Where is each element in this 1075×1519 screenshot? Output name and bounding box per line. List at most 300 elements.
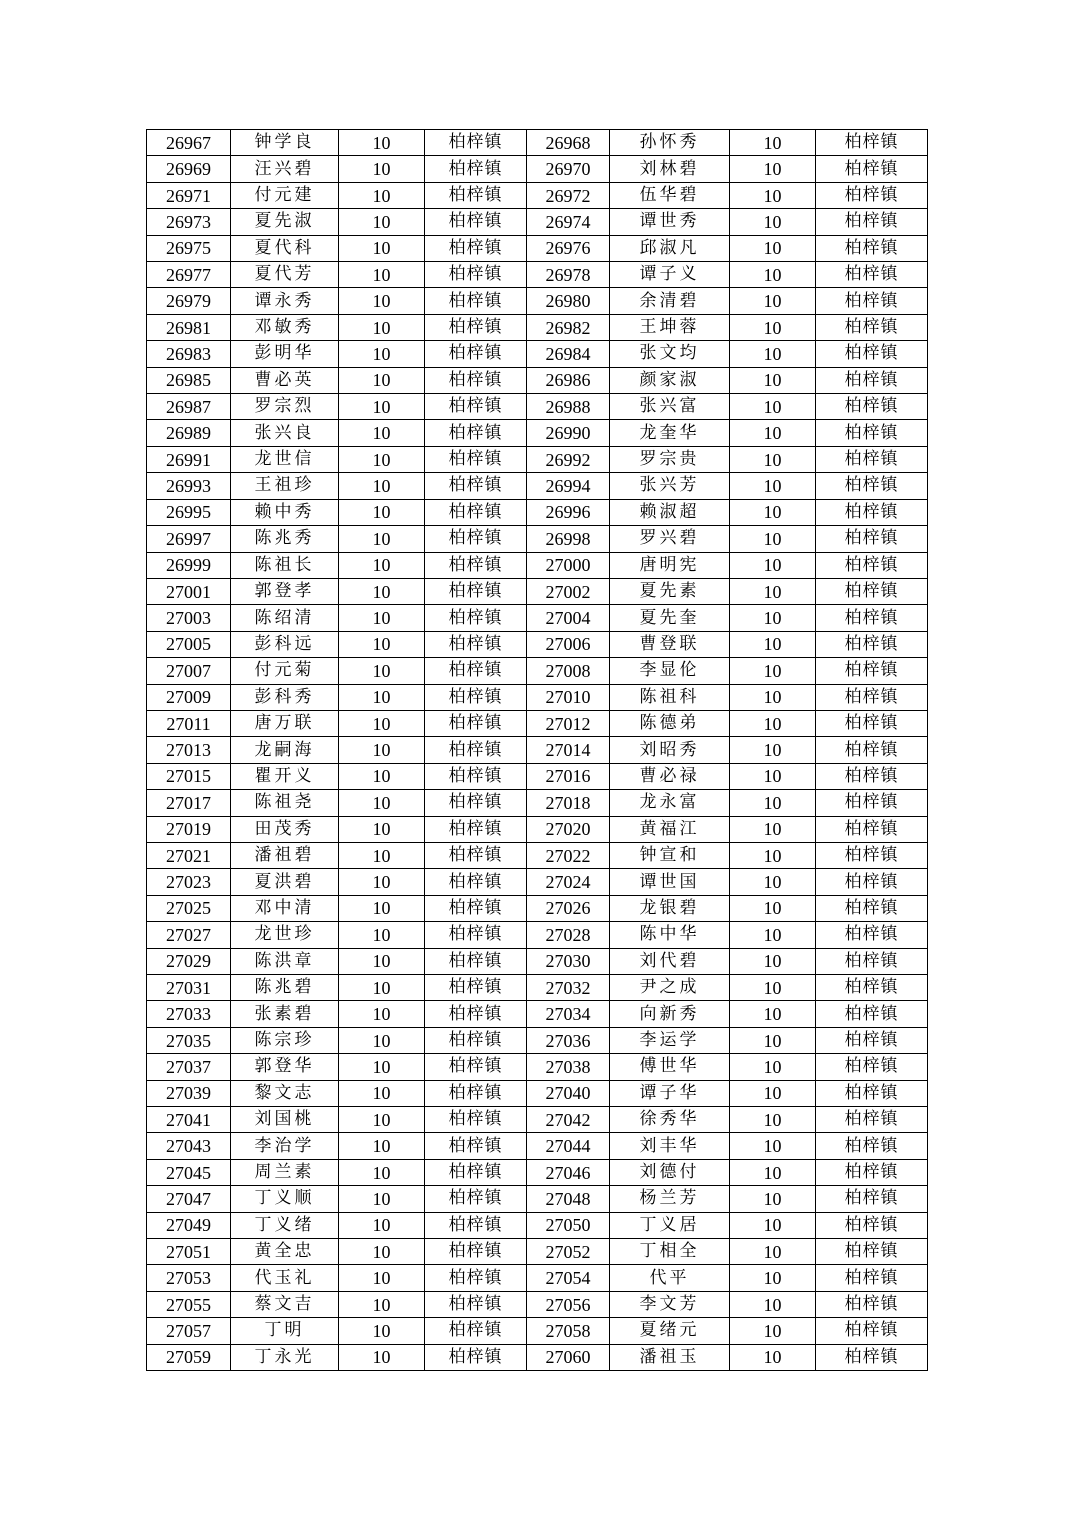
left-person-name-cell: 彭科远 bbox=[231, 631, 339, 657]
right-amount-cell: 10 bbox=[730, 130, 816, 156]
right-person-name-cell: 刘昭秀 bbox=[610, 737, 730, 763]
right-record-id-cell: 27012 bbox=[527, 710, 610, 736]
right-record-id-cell: 27036 bbox=[527, 1027, 610, 1053]
left-town-cell: 柏梓镇 bbox=[425, 763, 527, 789]
right-person-name-cell: 孙怀秀 bbox=[610, 130, 730, 156]
right-town-cell: 柏梓镇 bbox=[816, 1265, 928, 1291]
left-person-name-cell: 田茂秀 bbox=[231, 816, 339, 842]
left-record-id-cell: 27013 bbox=[147, 737, 231, 763]
table-row bbox=[147, 1133, 928, 1159]
left-person-name-cell: 龙世信 bbox=[231, 446, 339, 472]
right-person-name-cell: 钟宣和 bbox=[610, 842, 730, 868]
left-town-cell: 柏梓镇 bbox=[425, 526, 527, 552]
left-town-cell: 柏梓镇 bbox=[425, 1291, 527, 1317]
right-amount-cell: 10 bbox=[730, 1186, 816, 1212]
left-record-id-cell: 27057 bbox=[147, 1318, 231, 1344]
left-person-name-cell: 黄全忠 bbox=[231, 1239, 339, 1265]
left-town-cell: 柏梓镇 bbox=[425, 209, 527, 235]
left-person-name-cell: 陈洪章 bbox=[231, 948, 339, 974]
right-record-id-cell: 27042 bbox=[527, 1107, 610, 1133]
right-town-cell: 柏梓镇 bbox=[816, 1212, 928, 1238]
right-town-cell: 柏梓镇 bbox=[816, 394, 928, 420]
left-town-cell: 柏梓镇 bbox=[425, 948, 527, 974]
right-record-id-cell: 27030 bbox=[527, 948, 610, 974]
table-row bbox=[147, 1239, 928, 1265]
right-amount-cell: 10 bbox=[730, 182, 816, 208]
left-town-cell: 柏梓镇 bbox=[425, 1344, 527, 1370]
left-person-name-cell: 陈宗珍 bbox=[231, 1027, 339, 1053]
left-amount-cell: 10 bbox=[339, 552, 425, 578]
right-town-cell: 柏梓镇 bbox=[816, 895, 928, 921]
right-person-name-cell: 杨兰芳 bbox=[610, 1186, 730, 1212]
left-town-cell: 柏梓镇 bbox=[425, 790, 527, 816]
right-amount-cell: 10 bbox=[730, 737, 816, 763]
left-town-cell: 柏梓镇 bbox=[425, 446, 527, 472]
left-person-name-cell: 郭登孝 bbox=[231, 578, 339, 604]
left-record-id-cell: 27011 bbox=[147, 710, 231, 736]
left-town-cell: 柏梓镇 bbox=[425, 235, 527, 261]
left-town-cell: 柏梓镇 bbox=[425, 895, 527, 921]
right-record-id-cell: 26986 bbox=[527, 367, 610, 393]
right-record-id-cell: 27048 bbox=[527, 1186, 610, 1212]
right-person-name-cell: 丁相全 bbox=[610, 1239, 730, 1265]
left-amount-cell: 10 bbox=[339, 684, 425, 710]
left-town-cell: 柏梓镇 bbox=[425, 552, 527, 578]
table-row bbox=[147, 1186, 928, 1212]
right-person-name-cell: 向新秀 bbox=[610, 1001, 730, 1027]
table-row bbox=[147, 1318, 928, 1344]
right-amount-cell: 10 bbox=[730, 869, 816, 895]
left-person-name-cell: 彭明华 bbox=[231, 341, 339, 367]
left-amount-cell: 10 bbox=[339, 314, 425, 340]
left-person-name-cell: 夏代科 bbox=[231, 235, 339, 261]
right-person-name-cell: 伍华碧 bbox=[610, 182, 730, 208]
right-record-id-cell: 27008 bbox=[527, 658, 610, 684]
left-record-id-cell: 26971 bbox=[147, 182, 231, 208]
right-town-cell: 柏梓镇 bbox=[816, 948, 928, 974]
right-amount-cell: 10 bbox=[730, 895, 816, 921]
left-town-cell: 柏梓镇 bbox=[425, 737, 527, 763]
left-amount-cell: 10 bbox=[339, 341, 425, 367]
right-person-name-cell: 刘丰华 bbox=[610, 1133, 730, 1159]
left-record-id-cell: 27005 bbox=[147, 631, 231, 657]
right-amount-cell: 10 bbox=[730, 1265, 816, 1291]
left-person-name-cell: 代玉礼 bbox=[231, 1265, 339, 1291]
right-town-cell: 柏梓镇 bbox=[816, 1080, 928, 1106]
table-row bbox=[147, 737, 928, 763]
right-person-name-cell: 夏绪元 bbox=[610, 1318, 730, 1344]
right-person-name-cell: 尹之成 bbox=[610, 975, 730, 1001]
left-amount-cell: 10 bbox=[339, 578, 425, 604]
left-record-id-cell: 26991 bbox=[147, 446, 231, 472]
left-town-cell: 柏梓镇 bbox=[425, 1054, 527, 1080]
right-person-name-cell: 曹登联 bbox=[610, 631, 730, 657]
right-person-name-cell: 张兴芳 bbox=[610, 473, 730, 499]
left-amount-cell: 10 bbox=[339, 922, 425, 948]
right-record-id-cell: 26984 bbox=[527, 341, 610, 367]
left-record-id-cell: 27039 bbox=[147, 1080, 231, 1106]
right-record-id-cell: 27014 bbox=[527, 737, 610, 763]
table-row bbox=[147, 156, 928, 182]
right-record-id-cell: 27046 bbox=[527, 1159, 610, 1185]
left-person-name-cell: 曹必英 bbox=[231, 367, 339, 393]
right-amount-cell: 10 bbox=[730, 684, 816, 710]
right-person-name-cell: 王坤蓉 bbox=[610, 314, 730, 340]
right-record-id-cell: 27028 bbox=[527, 922, 610, 948]
right-person-name-cell: 陈德弟 bbox=[610, 710, 730, 736]
right-person-name-cell: 谭子华 bbox=[610, 1080, 730, 1106]
right-amount-cell: 10 bbox=[730, 922, 816, 948]
right-record-id-cell: 26974 bbox=[527, 209, 610, 235]
right-town-cell: 柏梓镇 bbox=[816, 869, 928, 895]
left-town-cell: 柏梓镇 bbox=[425, 1027, 527, 1053]
left-record-id-cell: 27003 bbox=[147, 605, 231, 631]
left-amount-cell: 10 bbox=[339, 288, 425, 314]
left-record-id-cell: 27059 bbox=[147, 1344, 231, 1370]
right-record-id-cell: 27000 bbox=[527, 552, 610, 578]
right-person-name-cell: 龙银碧 bbox=[610, 895, 730, 921]
left-record-id-cell: 26983 bbox=[147, 341, 231, 367]
left-record-id-cell: 27001 bbox=[147, 578, 231, 604]
right-record-id-cell: 26982 bbox=[527, 314, 610, 340]
left-town-cell: 柏梓镇 bbox=[425, 658, 527, 684]
right-record-id-cell: 27056 bbox=[527, 1291, 610, 1317]
left-person-name-cell: 蔡文吉 bbox=[231, 1291, 339, 1317]
right-record-id-cell: 27002 bbox=[527, 578, 610, 604]
left-town-cell: 柏梓镇 bbox=[425, 1159, 527, 1185]
right-town-cell: 柏梓镇 bbox=[816, 235, 928, 261]
left-town-cell: 柏梓镇 bbox=[425, 869, 527, 895]
right-town-cell: 柏梓镇 bbox=[816, 578, 928, 604]
left-amount-cell: 10 bbox=[339, 1344, 425, 1370]
right-record-id-cell: 26976 bbox=[527, 235, 610, 261]
table-row bbox=[147, 1054, 928, 1080]
left-amount-cell: 10 bbox=[339, 605, 425, 631]
right-person-name-cell: 龙永富 bbox=[610, 790, 730, 816]
left-person-name-cell: 瞿开义 bbox=[231, 763, 339, 789]
left-record-id-cell: 27035 bbox=[147, 1027, 231, 1053]
right-town-cell: 柏梓镇 bbox=[816, 473, 928, 499]
table-row bbox=[147, 1291, 928, 1317]
left-amount-cell: 10 bbox=[339, 763, 425, 789]
left-town-cell: 柏梓镇 bbox=[425, 975, 527, 1001]
left-amount-cell: 10 bbox=[339, 1107, 425, 1133]
left-person-name-cell: 谭永秀 bbox=[231, 288, 339, 314]
right-amount-cell: 10 bbox=[730, 1212, 816, 1238]
right-person-name-cell: 龙奎华 bbox=[610, 420, 730, 446]
left-person-name-cell: 付元菊 bbox=[231, 658, 339, 684]
right-record-id-cell: 26968 bbox=[527, 130, 610, 156]
right-amount-cell: 10 bbox=[730, 526, 816, 552]
left-person-name-cell: 张兴良 bbox=[231, 420, 339, 446]
right-amount-cell: 10 bbox=[730, 288, 816, 314]
left-amount-cell: 10 bbox=[339, 948, 425, 974]
right-record-id-cell: 27016 bbox=[527, 763, 610, 789]
left-record-id-cell: 26997 bbox=[147, 526, 231, 552]
table-row bbox=[147, 499, 928, 525]
left-record-id-cell: 27037 bbox=[147, 1054, 231, 1080]
left-record-id-cell: 26979 bbox=[147, 288, 231, 314]
left-town-cell: 柏梓镇 bbox=[425, 710, 527, 736]
table-row bbox=[147, 948, 928, 974]
left-town-cell: 柏梓镇 bbox=[425, 1212, 527, 1238]
left-record-id-cell: 27051 bbox=[147, 1239, 231, 1265]
right-town-cell: 柏梓镇 bbox=[816, 288, 928, 314]
right-record-id-cell: 26972 bbox=[527, 182, 610, 208]
table-row bbox=[147, 1107, 928, 1133]
left-town-cell: 柏梓镇 bbox=[425, 1239, 527, 1265]
right-person-name-cell: 徐秀华 bbox=[610, 1107, 730, 1133]
right-town-cell: 柏梓镇 bbox=[816, 209, 928, 235]
right-amount-cell: 10 bbox=[730, 816, 816, 842]
table-row bbox=[147, 209, 928, 235]
right-town-cell: 柏梓镇 bbox=[816, 182, 928, 208]
table-row bbox=[147, 1265, 928, 1291]
table-row bbox=[147, 182, 928, 208]
right-person-name-cell: 张兴富 bbox=[610, 394, 730, 420]
left-person-name-cell: 龙世珍 bbox=[231, 922, 339, 948]
table-row bbox=[147, 922, 928, 948]
right-person-name-cell: 谭世国 bbox=[610, 869, 730, 895]
right-amount-cell: 10 bbox=[730, 473, 816, 499]
right-amount-cell: 10 bbox=[730, 948, 816, 974]
left-record-id-cell: 27045 bbox=[147, 1159, 231, 1185]
left-town-cell: 柏梓镇 bbox=[425, 288, 527, 314]
left-person-name-cell: 陈祖长 bbox=[231, 552, 339, 578]
right-record-id-cell: 27004 bbox=[527, 605, 610, 631]
left-amount-cell: 10 bbox=[339, 737, 425, 763]
table-row bbox=[147, 895, 928, 921]
right-record-id-cell: 27060 bbox=[527, 1344, 610, 1370]
right-record-id-cell: 26980 bbox=[527, 288, 610, 314]
right-town-cell: 柏梓镇 bbox=[816, 314, 928, 340]
right-person-name-cell: 黄福江 bbox=[610, 816, 730, 842]
data-table bbox=[146, 129, 928, 1371]
right-town-cell: 柏梓镇 bbox=[816, 526, 928, 552]
left-amount-cell: 10 bbox=[339, 1186, 425, 1212]
right-record-id-cell: 26992 bbox=[527, 446, 610, 472]
right-amount-cell: 10 bbox=[730, 420, 816, 446]
right-amount-cell: 10 bbox=[730, 605, 816, 631]
right-record-id-cell: 27026 bbox=[527, 895, 610, 921]
left-town-cell: 柏梓镇 bbox=[425, 1001, 527, 1027]
right-amount-cell: 10 bbox=[730, 631, 816, 657]
right-record-id-cell: 27020 bbox=[527, 816, 610, 842]
right-record-id-cell: 26988 bbox=[527, 394, 610, 420]
right-record-id-cell: 27032 bbox=[527, 975, 610, 1001]
right-amount-cell: 10 bbox=[730, 1239, 816, 1265]
left-person-name-cell: 唐万联 bbox=[231, 710, 339, 736]
left-person-name-cell: 钟学良 bbox=[231, 130, 339, 156]
left-record-id-cell: 27023 bbox=[147, 869, 231, 895]
right-record-id-cell: 26990 bbox=[527, 420, 610, 446]
left-person-name-cell: 付元建 bbox=[231, 182, 339, 208]
left-town-cell: 柏梓镇 bbox=[425, 684, 527, 710]
right-amount-cell: 10 bbox=[730, 156, 816, 182]
table-row bbox=[147, 341, 928, 367]
left-amount-cell: 10 bbox=[339, 895, 425, 921]
left-amount-cell: 10 bbox=[339, 420, 425, 446]
left-town-cell: 柏梓镇 bbox=[425, 182, 527, 208]
right-record-id-cell: 26970 bbox=[527, 156, 610, 182]
table-row bbox=[147, 262, 928, 288]
table-row bbox=[147, 446, 928, 472]
left-town-cell: 柏梓镇 bbox=[425, 922, 527, 948]
left-person-name-cell: 刘国桃 bbox=[231, 1107, 339, 1133]
right-person-name-cell: 张文均 bbox=[610, 341, 730, 367]
right-amount-cell: 10 bbox=[730, 341, 816, 367]
left-record-id-cell: 27027 bbox=[147, 922, 231, 948]
right-person-name-cell: 刘德付 bbox=[610, 1159, 730, 1185]
left-town-cell: 柏梓镇 bbox=[425, 1186, 527, 1212]
left-record-id-cell: 27021 bbox=[147, 842, 231, 868]
right-person-name-cell: 夏先奎 bbox=[610, 605, 730, 631]
left-town-cell: 柏梓镇 bbox=[425, 1133, 527, 1159]
right-town-cell: 柏梓镇 bbox=[816, 499, 928, 525]
left-amount-cell: 10 bbox=[339, 209, 425, 235]
right-amount-cell: 10 bbox=[730, 499, 816, 525]
right-town-cell: 柏梓镇 bbox=[816, 1054, 928, 1080]
left-town-cell: 柏梓镇 bbox=[425, 1265, 527, 1291]
table-row bbox=[147, 1027, 928, 1053]
right-record-id-cell: 26996 bbox=[527, 499, 610, 525]
left-person-name-cell: 丁明 bbox=[231, 1318, 339, 1344]
right-amount-cell: 10 bbox=[730, 1080, 816, 1106]
left-record-id-cell: 27009 bbox=[147, 684, 231, 710]
left-person-name-cell: 龙嗣海 bbox=[231, 737, 339, 763]
right-person-name-cell: 李显伦 bbox=[610, 658, 730, 684]
right-amount-cell: 10 bbox=[730, 1291, 816, 1317]
right-record-id-cell: 27006 bbox=[527, 631, 610, 657]
left-amount-cell: 10 bbox=[339, 1001, 425, 1027]
right-town-cell: 柏梓镇 bbox=[816, 1159, 928, 1185]
right-town-cell: 柏梓镇 bbox=[816, 1186, 928, 1212]
right-person-name-cell: 陈祖科 bbox=[610, 684, 730, 710]
left-person-name-cell: 陈兆秀 bbox=[231, 526, 339, 552]
left-record-id-cell: 26995 bbox=[147, 499, 231, 525]
right-town-cell: 柏梓镇 bbox=[816, 605, 928, 631]
table-row bbox=[147, 842, 928, 868]
right-amount-cell: 10 bbox=[730, 209, 816, 235]
right-record-id-cell: 26978 bbox=[527, 262, 610, 288]
table-row bbox=[147, 975, 928, 1001]
left-town-cell: 柏梓镇 bbox=[425, 605, 527, 631]
left-amount-cell: 10 bbox=[339, 446, 425, 472]
right-amount-cell: 10 bbox=[730, 1133, 816, 1159]
left-town-cell: 柏梓镇 bbox=[425, 156, 527, 182]
left-record-id-cell: 26987 bbox=[147, 394, 231, 420]
left-record-id-cell: 27025 bbox=[147, 895, 231, 921]
right-amount-cell: 10 bbox=[730, 262, 816, 288]
left-town-cell: 柏梓镇 bbox=[425, 631, 527, 657]
left-record-id-cell: 27033 bbox=[147, 1001, 231, 1027]
right-person-name-cell: 夏先素 bbox=[610, 578, 730, 604]
left-person-name-cell: 陈绍清 bbox=[231, 605, 339, 631]
left-town-cell: 柏梓镇 bbox=[425, 816, 527, 842]
left-amount-cell: 10 bbox=[339, 869, 425, 895]
left-person-name-cell: 丁永光 bbox=[231, 1344, 339, 1370]
left-amount-cell: 10 bbox=[339, 1159, 425, 1185]
left-person-name-cell: 李治学 bbox=[231, 1133, 339, 1159]
table-row bbox=[147, 605, 928, 631]
left-record-id-cell: 26967 bbox=[147, 130, 231, 156]
table-body bbox=[147, 130, 928, 1371]
left-record-id-cell: 26993 bbox=[147, 473, 231, 499]
left-town-cell: 柏梓镇 bbox=[425, 367, 527, 393]
left-town-cell: 柏梓镇 bbox=[425, 578, 527, 604]
left-record-id-cell: 27047 bbox=[147, 1186, 231, 1212]
right-amount-cell: 10 bbox=[730, 975, 816, 1001]
right-person-name-cell: 罗兴碧 bbox=[610, 526, 730, 552]
left-town-cell: 柏梓镇 bbox=[425, 473, 527, 499]
left-person-name-cell: 彭科秀 bbox=[231, 684, 339, 710]
left-amount-cell: 10 bbox=[339, 1239, 425, 1265]
right-town-cell: 柏梓镇 bbox=[816, 1107, 928, 1133]
left-person-name-cell: 夏先淑 bbox=[231, 209, 339, 235]
right-record-id-cell: 27058 bbox=[527, 1318, 610, 1344]
left-amount-cell: 10 bbox=[339, 975, 425, 1001]
right-amount-cell: 10 bbox=[730, 578, 816, 604]
right-town-cell: 柏梓镇 bbox=[816, 1001, 928, 1027]
left-amount-cell: 10 bbox=[339, 262, 425, 288]
left-person-name-cell: 王祖珍 bbox=[231, 473, 339, 499]
left-amount-cell: 10 bbox=[339, 1318, 425, 1344]
left-amount-cell: 10 bbox=[339, 631, 425, 657]
left-town-cell: 柏梓镇 bbox=[425, 262, 527, 288]
left-record-id-cell: 26969 bbox=[147, 156, 231, 182]
left-amount-cell: 10 bbox=[339, 1027, 425, 1053]
table-row bbox=[147, 790, 928, 816]
left-record-id-cell: 26989 bbox=[147, 420, 231, 446]
right-record-id-cell: 27034 bbox=[527, 1001, 610, 1027]
right-town-cell: 柏梓镇 bbox=[816, 684, 928, 710]
left-amount-cell: 10 bbox=[339, 790, 425, 816]
left-person-name-cell: 黎文志 bbox=[231, 1080, 339, 1106]
table-row bbox=[147, 552, 928, 578]
right-person-name-cell: 代平 bbox=[610, 1265, 730, 1291]
right-person-name-cell: 刘代碧 bbox=[610, 948, 730, 974]
left-town-cell: 柏梓镇 bbox=[425, 314, 527, 340]
left-person-name-cell: 赖中秀 bbox=[231, 499, 339, 525]
left-amount-cell: 10 bbox=[339, 1080, 425, 1106]
table-row bbox=[147, 473, 928, 499]
right-amount-cell: 10 bbox=[730, 842, 816, 868]
table-row bbox=[147, 1080, 928, 1106]
left-record-id-cell: 27053 bbox=[147, 1265, 231, 1291]
right-amount-cell: 10 bbox=[730, 1159, 816, 1185]
left-amount-cell: 10 bbox=[339, 658, 425, 684]
right-amount-cell: 10 bbox=[730, 763, 816, 789]
left-person-name-cell: 陈祖尧 bbox=[231, 790, 339, 816]
right-record-id-cell: 27038 bbox=[527, 1054, 610, 1080]
table-row bbox=[147, 235, 928, 261]
right-record-id-cell: 27050 bbox=[527, 1212, 610, 1238]
right-person-name-cell: 赖淑超 bbox=[610, 499, 730, 525]
left-town-cell: 柏梓镇 bbox=[425, 394, 527, 420]
right-town-cell: 柏梓镇 bbox=[816, 790, 928, 816]
right-town-cell: 柏梓镇 bbox=[816, 1318, 928, 1344]
table-row bbox=[147, 130, 928, 156]
right-town-cell: 柏梓镇 bbox=[816, 367, 928, 393]
table-row bbox=[147, 1159, 928, 1185]
right-person-name-cell: 邱淑凡 bbox=[610, 235, 730, 261]
left-town-cell: 柏梓镇 bbox=[425, 341, 527, 367]
right-person-name-cell: 李文芳 bbox=[610, 1291, 730, 1317]
left-person-name-cell: 邓敏秀 bbox=[231, 314, 339, 340]
left-person-name-cell: 夏代芳 bbox=[231, 262, 339, 288]
table-row bbox=[147, 684, 928, 710]
right-amount-cell: 10 bbox=[730, 367, 816, 393]
